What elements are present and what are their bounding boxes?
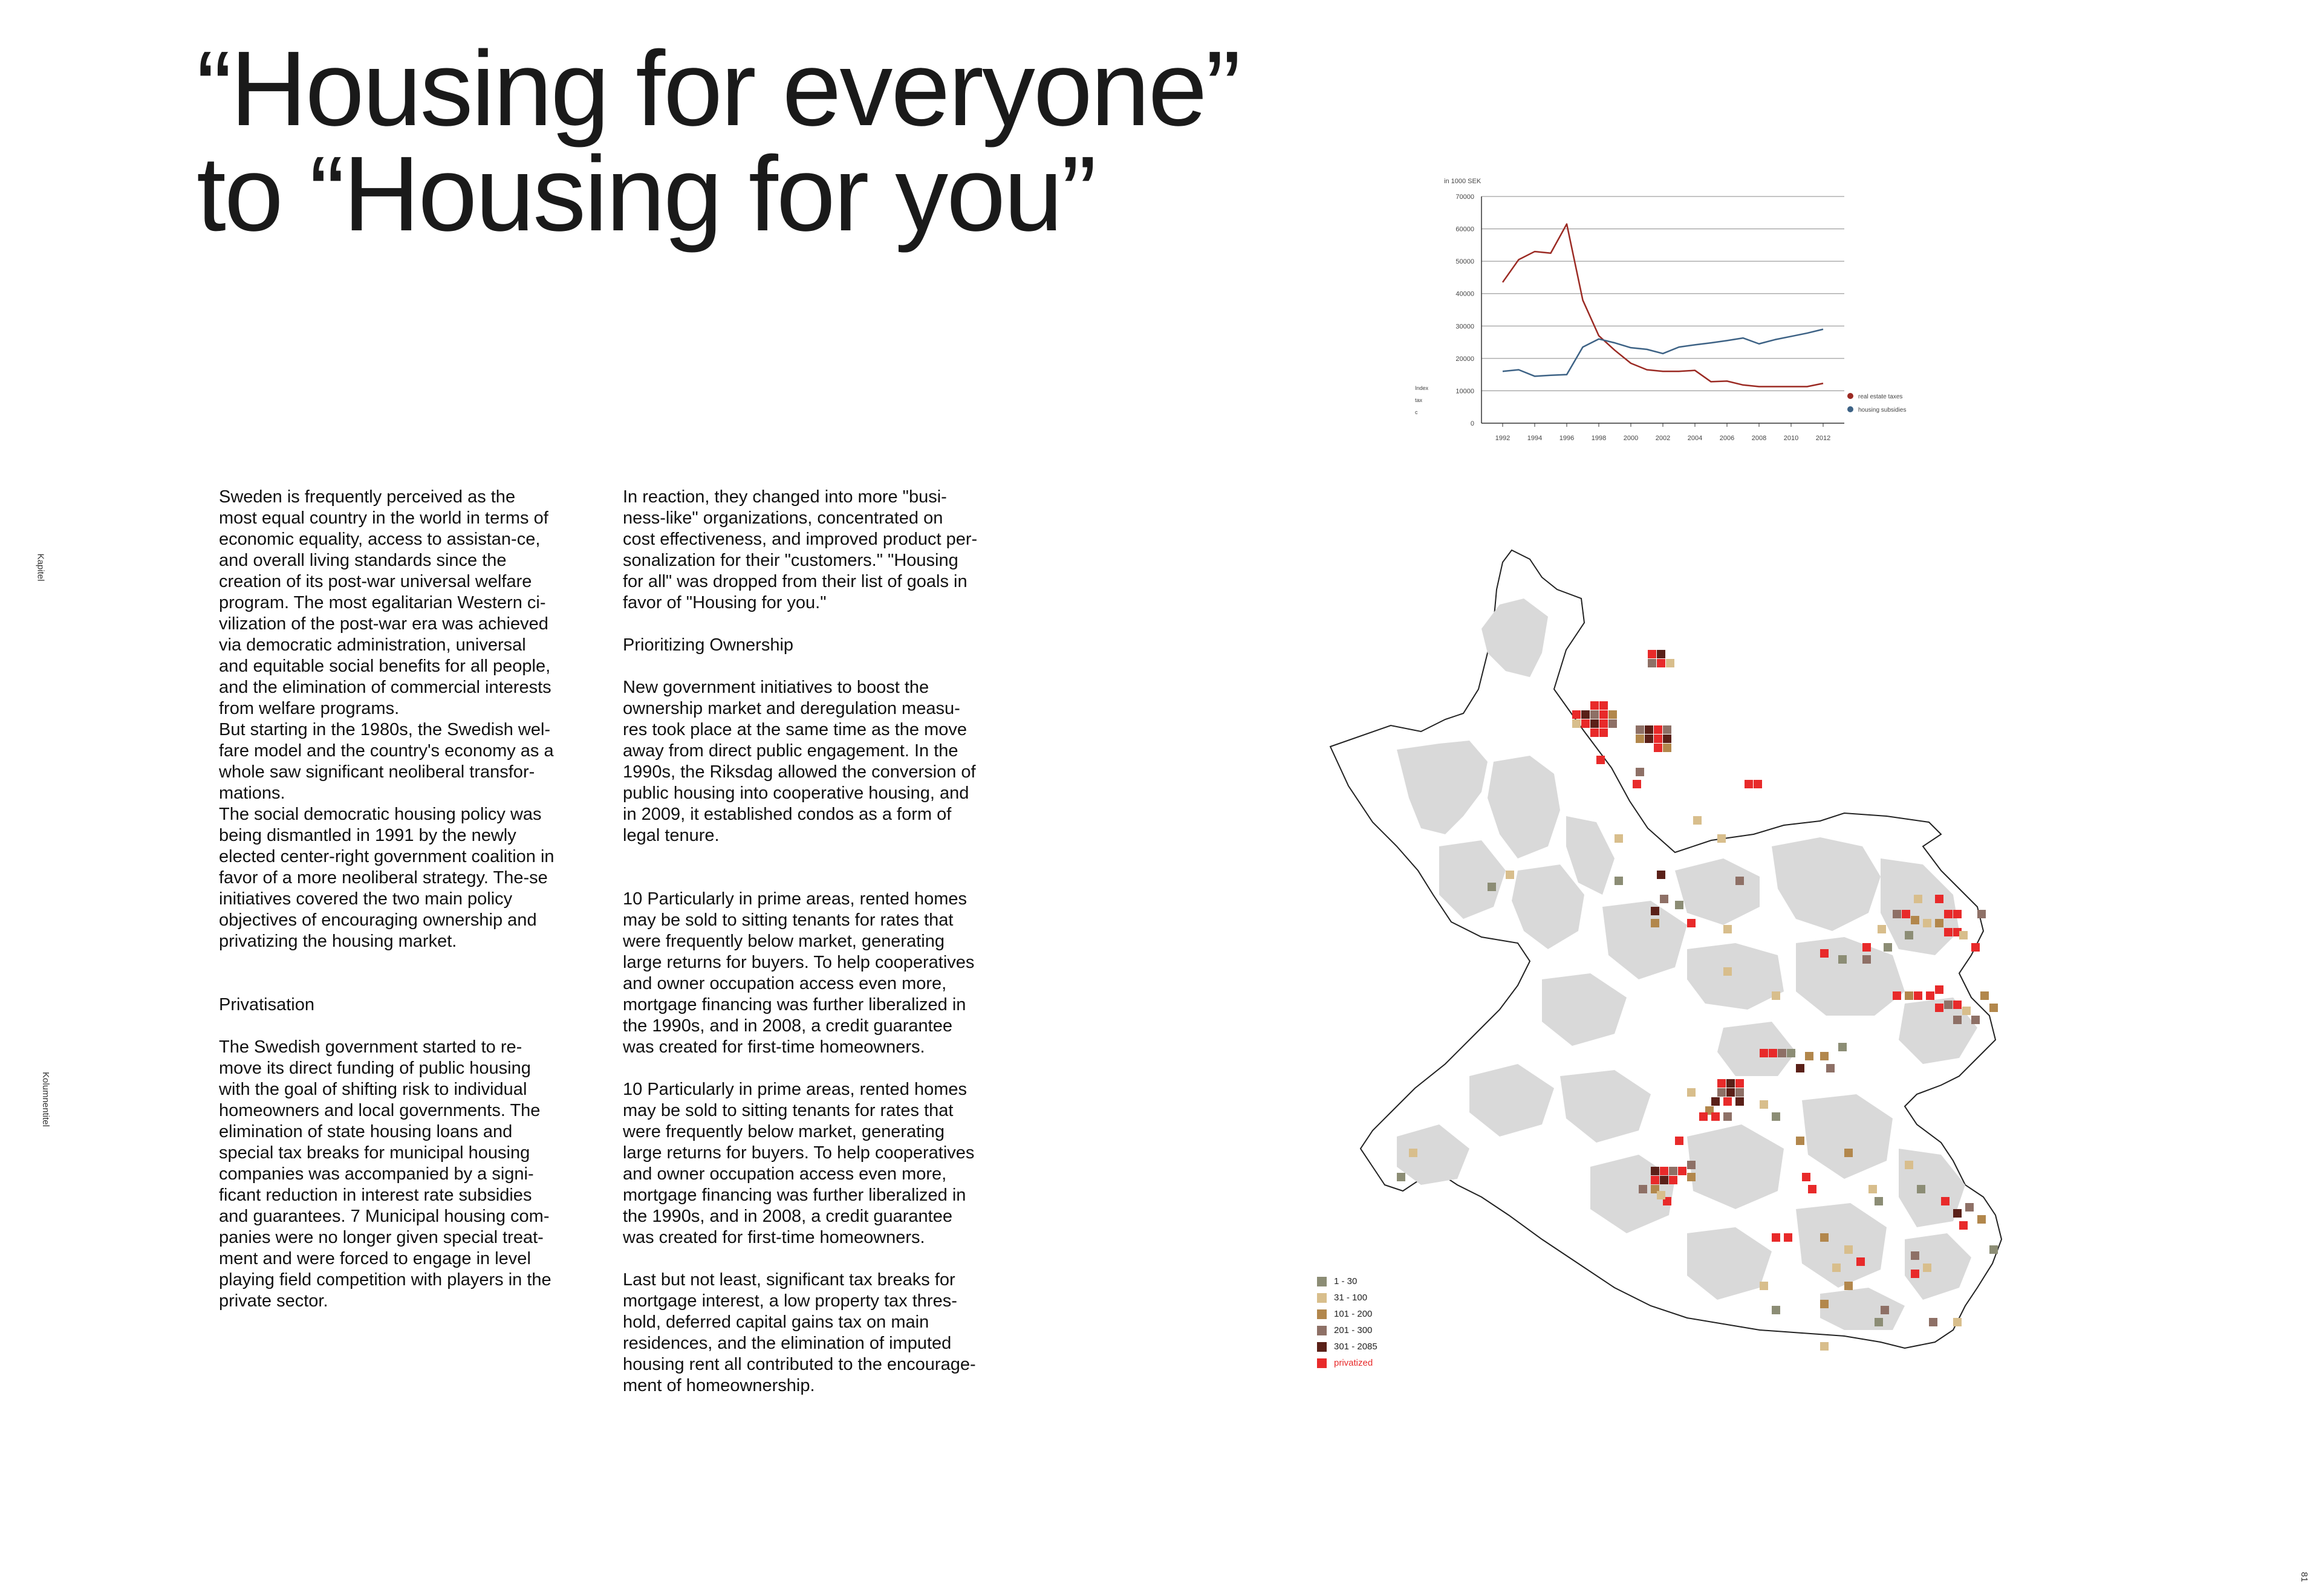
density-cell xyxy=(1902,910,1910,918)
y-tick-label: 10000 xyxy=(1455,388,1474,395)
x-tick-label: 2006 xyxy=(1719,435,1735,442)
density-cell xyxy=(1723,967,1732,976)
density-cell xyxy=(1935,895,1943,903)
density-cell xyxy=(1735,1097,1744,1106)
density-cell xyxy=(1675,901,1683,909)
legend-swatch xyxy=(1317,1358,1327,1368)
title-line-1: “Housing for everyone” xyxy=(197,30,1240,148)
density-cell xyxy=(1633,780,1641,788)
density-cell xyxy=(1648,650,1656,658)
density-cell xyxy=(1717,834,1726,843)
density-cell xyxy=(1989,1004,1998,1012)
paragraph: Last but not least, significant tax breaks for mortgage interest, a low property tax thres-hold, deferred capital gains tax on main residences, and the elimination of imputed housing rent all contributed to the encourage-ment of homeownership. xyxy=(623,1270,976,1395)
density-cell xyxy=(1657,659,1665,667)
density-cell xyxy=(1687,1088,1696,1097)
density-cell xyxy=(1862,943,1871,952)
x-tick-label: 1996 xyxy=(1559,435,1575,442)
paragraph: Sweden is frequently perceived as the most equal country in the world in terms of economic equality, access to assistan-ce, and overall living standards since the creation of its post-war universal welfare program. The most egalitarian Western ci-vilization of the post-war era was achieved via democratic administration, universal and equitable social benefits for all people, and the elimination of commercial interests from welfare programs. xyxy=(219,487,551,718)
density-cell xyxy=(1687,1173,1696,1181)
section-heading-ownership: Prioritizing Ownership xyxy=(623,635,794,655)
legend-label: 31 - 100 xyxy=(1334,1293,1368,1303)
density-cell xyxy=(1875,1318,1883,1326)
density-cell xyxy=(1663,744,1671,752)
x-tick-label: 2000 xyxy=(1623,435,1639,442)
map-legend xyxy=(1317,1273,1377,1371)
density-cell xyxy=(1639,1185,1647,1193)
x-tick-label: 1994 xyxy=(1527,435,1543,442)
density-cell xyxy=(1820,949,1829,958)
legend-item xyxy=(1317,1322,1377,1338)
density-cell xyxy=(1826,1064,1835,1072)
y-tick-label: 20000 xyxy=(1455,355,1474,363)
density-cell xyxy=(1506,871,1514,879)
paragraph: But starting in the 1980s, the Swedish wel-fare model and the country's economy as a whole saw significant neoliberal transfor-mations. xyxy=(219,720,554,803)
series-line-housing-subsidies xyxy=(1503,329,1823,377)
density-cell xyxy=(1914,991,1922,1000)
density-cell xyxy=(1944,1001,1953,1009)
density-cell xyxy=(1651,907,1659,915)
density-cell xyxy=(1772,1306,1780,1314)
density-cell xyxy=(1636,768,1644,776)
density-cell xyxy=(1802,1173,1810,1181)
density-cell xyxy=(1772,1112,1780,1121)
legend-swatch xyxy=(1317,1293,1327,1303)
density-cell xyxy=(1980,991,1989,1000)
legend-swatch xyxy=(1317,1326,1327,1335)
density-cell xyxy=(1935,919,1943,927)
density-cell xyxy=(1717,1088,1726,1097)
density-cell xyxy=(1772,991,1780,1000)
density-cell xyxy=(1590,701,1599,710)
density-cell xyxy=(1905,1161,1913,1169)
density-cell xyxy=(1675,1137,1683,1145)
paragraph: In reaction, they changed into more "busi-ness-like" organizations, concentrated on cost effectiveness, and improved product per-sonalization for their "customers." "Housing for all" was dropped from their list of goals in favor of "Housing for you." xyxy=(623,487,978,612)
density-cell xyxy=(1760,1049,1768,1057)
density-cell xyxy=(1875,1197,1883,1205)
density-cell xyxy=(1599,728,1608,737)
series-line-real-estate-taxes xyxy=(1503,224,1823,387)
density-cell xyxy=(1953,1318,1962,1326)
density-cell xyxy=(1599,710,1608,719)
text-column-right xyxy=(623,487,980,1396)
density-cell xyxy=(1941,1197,1950,1205)
density-cell xyxy=(1735,1088,1744,1097)
density-cell xyxy=(1726,1079,1735,1088)
density-cell xyxy=(1590,728,1599,737)
density-cell xyxy=(1723,1097,1732,1106)
density-cell xyxy=(1832,1264,1841,1272)
density-cell xyxy=(1977,1215,1986,1224)
density-cell xyxy=(1844,1149,1853,1157)
density-cell xyxy=(1663,725,1671,734)
density-cell xyxy=(1599,719,1608,728)
density-cell xyxy=(1660,1176,1668,1184)
density-cell xyxy=(1651,1176,1659,1184)
x-tick-label: 2008 xyxy=(1751,435,1767,442)
density-cell xyxy=(1971,1016,1980,1024)
density-cell xyxy=(1615,834,1623,843)
density-cell xyxy=(1820,1233,1829,1242)
page-number: 81 xyxy=(2298,1572,2309,1582)
legend-label: 301 - 2085 xyxy=(1334,1341,1377,1352)
y-axis-label: in 1000 SEK xyxy=(1444,178,1481,185)
density-cell xyxy=(1599,701,1608,710)
density-cell xyxy=(1678,1167,1686,1175)
x-tick-label: 2002 xyxy=(1655,435,1671,442)
density-cell xyxy=(1693,816,1702,825)
density-cell xyxy=(1717,1079,1726,1088)
density-cell xyxy=(1657,1191,1665,1199)
x-tick-label: 1992 xyxy=(1495,435,1511,442)
density-cell xyxy=(1669,1176,1677,1184)
density-cell xyxy=(1844,1245,1853,1254)
density-cell xyxy=(1669,1167,1677,1175)
y-tick-label: 60000 xyxy=(1455,225,1474,233)
density-cell xyxy=(1745,780,1753,788)
density-cell xyxy=(1711,1112,1720,1121)
density-cell xyxy=(1645,725,1653,734)
y-tick-label: 30000 xyxy=(1455,323,1474,331)
density-cell xyxy=(1657,871,1665,879)
legend-label: real estate taxes xyxy=(1858,394,1903,400)
density-cell xyxy=(1615,877,1623,885)
density-cell xyxy=(1636,725,1644,734)
side-label-chapter: Kapitel xyxy=(35,553,46,582)
density-cell xyxy=(1923,1264,1931,1272)
text-column-left xyxy=(219,487,558,1312)
density-cell xyxy=(1905,931,1913,939)
section-heading-privatisation: Privatisation xyxy=(219,995,314,1014)
legend-label: 201 - 300 xyxy=(1334,1325,1373,1335)
paragraph: 10 Particularly in prime areas, rented homes may be sold to sitting tenants for rates that were frequently below market, generating large returns for buyers. To help cooperatives and owner occupation access even more, mortgage financing was further liberalized in the 1990s, and in 2008, a credit guarantee was created for first-time homeowners. xyxy=(623,1080,975,1247)
density-cell xyxy=(1787,1049,1795,1057)
density-cell xyxy=(1893,991,1901,1000)
density-cell xyxy=(1911,1251,1919,1260)
density-cell xyxy=(1944,928,1953,936)
density-cell xyxy=(1953,910,1962,918)
density-cell xyxy=(1977,910,1986,918)
density-cell xyxy=(1397,1173,1405,1181)
density-cell xyxy=(1723,1112,1732,1121)
density-cell xyxy=(1687,1161,1696,1169)
density-cell xyxy=(1959,1221,1968,1230)
density-cell xyxy=(1820,1300,1829,1308)
paragraph: The Swedish government started to re-move its direct funding of public housing with the goal of shifting risk to individual homeowners and local governments. The elimination of state housing loans and special tax breaks for municipal housing companies was accompanied by a signi-ficant reduction in interest rate subsidies and guarantees. 7 Municipal housing com-panies were no longer given special treat-ment and were forced to engage in level playing field competition with players in the private sector. xyxy=(219,1037,551,1311)
density-cell xyxy=(1687,919,1696,927)
paragraph: 10 Particularly in prime areas, rented homes may be sold to sitting tenants for rates that were frequently below market, generating large returns for buyers. To help cooperatives and owner occupation access even more, mortgage financing was further liberalized in the 1990s, and in 2008, a credit guarantee was created for first-time homeowners. xyxy=(623,889,975,1057)
paragraph: New government initiatives to boost the ownership market and deregulation measu-res took place at the same time as the move away from direct public engagement. In the 1990s, the Riksdag allowed the conversion of public housing into cooperative housing, and in 2009, it established condos as a form of legal tenure. xyxy=(623,678,976,845)
density-cell xyxy=(1944,910,1953,918)
density-cell xyxy=(1878,925,1886,933)
density-cell xyxy=(1862,955,1871,964)
density-cell xyxy=(1911,916,1919,924)
density-cell xyxy=(1838,955,1847,964)
side-note: tax xyxy=(1415,397,1423,403)
density-cell xyxy=(1856,1257,1865,1266)
density-cell xyxy=(1989,1245,1998,1254)
legend-swatch xyxy=(1317,1342,1327,1352)
density-cell xyxy=(1914,895,1922,903)
density-cell xyxy=(1868,1185,1877,1193)
legend-item xyxy=(1317,1306,1377,1322)
density-cell xyxy=(1760,1100,1768,1109)
density-cell xyxy=(1723,925,1732,933)
density-cell xyxy=(1820,1342,1829,1351)
density-cell xyxy=(1645,735,1653,743)
y-tick-label: 70000 xyxy=(1455,193,1474,201)
density-cell xyxy=(1654,744,1662,752)
density-cell xyxy=(1769,1049,1777,1057)
y-tick-label: 0 xyxy=(1470,420,1474,427)
density-cell xyxy=(1663,735,1671,743)
privatization-map xyxy=(1300,532,2183,1451)
title-line-2: to “Housing for you” xyxy=(197,135,1095,253)
density-cell xyxy=(1808,1185,1816,1193)
density-cell xyxy=(1911,1270,1919,1278)
density-cell xyxy=(1660,895,1668,903)
density-cell xyxy=(1917,1185,1925,1193)
legend-marker xyxy=(1847,393,1853,399)
y-tick-label: 50000 xyxy=(1455,258,1474,266)
density-cell xyxy=(1657,650,1665,658)
density-cell xyxy=(1778,1049,1786,1057)
density-cell xyxy=(1805,1052,1813,1060)
density-cell xyxy=(1784,1233,1792,1242)
density-cell xyxy=(1953,1001,1962,1009)
density-cell xyxy=(1648,659,1656,667)
density-cell xyxy=(1581,710,1590,719)
density-cell xyxy=(1608,710,1617,719)
density-cell xyxy=(1772,1233,1780,1242)
density-cell xyxy=(1929,1318,1937,1326)
side-label-column-title: Kolumnentitel xyxy=(40,1072,51,1127)
legend-item xyxy=(1317,1273,1377,1289)
density-cell xyxy=(1844,1282,1853,1290)
density-cell xyxy=(1754,780,1762,788)
density-cell xyxy=(1590,710,1599,719)
legend-label: 1 - 30 xyxy=(1334,1276,1358,1286)
density-cell xyxy=(1820,1052,1829,1060)
density-cell xyxy=(1735,877,1744,885)
legend-marker xyxy=(1847,406,1853,412)
legend-swatch xyxy=(1317,1277,1327,1286)
x-tick-label: 2004 xyxy=(1687,435,1703,442)
density-cell xyxy=(1572,719,1581,728)
density-cell xyxy=(1596,756,1605,764)
legend-swatch xyxy=(1317,1309,1327,1319)
page-title xyxy=(197,30,1240,253)
density-cell xyxy=(1881,1306,1889,1314)
density-cell xyxy=(1726,1088,1735,1097)
density-cell xyxy=(1953,1209,1962,1218)
legend-label: housing subsidies xyxy=(1858,407,1907,414)
density-cell xyxy=(1590,719,1599,728)
legend-item xyxy=(1317,1289,1377,1306)
density-cell xyxy=(1962,1007,1971,1015)
density-cell xyxy=(1965,1203,1974,1212)
density-cell xyxy=(1893,910,1901,918)
paragraph: The social democratic housing policy was being dismantled in 1991 by the newly elected center-right government coalition in favor of a more neoliberal strategy. The-se initiatives covered the two main policy objectives of encouraging ownership and privatizing the housing market. xyxy=(219,805,554,951)
x-tick-label: 2012 xyxy=(1815,435,1831,442)
density-cell xyxy=(1660,1167,1668,1175)
density-cell xyxy=(1608,719,1617,728)
y-tick-label: 40000 xyxy=(1455,290,1474,298)
density-cell xyxy=(1654,725,1662,734)
side-note: c xyxy=(1415,409,1418,415)
side-note: Index xyxy=(1415,385,1429,391)
density-cell xyxy=(1488,883,1496,891)
density-cell xyxy=(1971,943,1980,952)
density-cell xyxy=(1654,735,1662,743)
density-cell xyxy=(1796,1064,1804,1072)
x-tick-label: 2010 xyxy=(1783,435,1799,442)
density-cell xyxy=(1935,985,1943,994)
density-cell xyxy=(1926,991,1934,1000)
density-cell xyxy=(1760,1282,1768,1290)
legend-label: 101 - 200 xyxy=(1334,1309,1373,1319)
density-cell xyxy=(1923,919,1931,927)
density-cell xyxy=(1735,1079,1744,1088)
density-cell xyxy=(1666,659,1674,667)
density-cell xyxy=(1884,943,1892,952)
density-cell xyxy=(1838,1043,1847,1051)
density-cell xyxy=(1572,710,1581,719)
line-chart xyxy=(1415,163,1911,453)
density-cell xyxy=(1651,919,1659,927)
legend-item xyxy=(1317,1355,1377,1371)
x-tick-label: 1998 xyxy=(1591,435,1607,442)
density-cell xyxy=(1581,719,1590,728)
density-cell xyxy=(1711,1097,1720,1106)
density-cell xyxy=(1953,1016,1962,1024)
density-cell xyxy=(1935,1004,1943,1012)
density-cell xyxy=(1959,931,1968,939)
density-cell xyxy=(1409,1149,1417,1157)
legend-item xyxy=(1317,1338,1377,1355)
density-cell xyxy=(1905,991,1913,1000)
density-cell xyxy=(1796,1137,1804,1145)
density-cell xyxy=(1699,1112,1708,1121)
density-cell xyxy=(1651,1167,1659,1175)
density-cell xyxy=(1636,735,1644,743)
legend-label: privatized xyxy=(1334,1358,1373,1368)
